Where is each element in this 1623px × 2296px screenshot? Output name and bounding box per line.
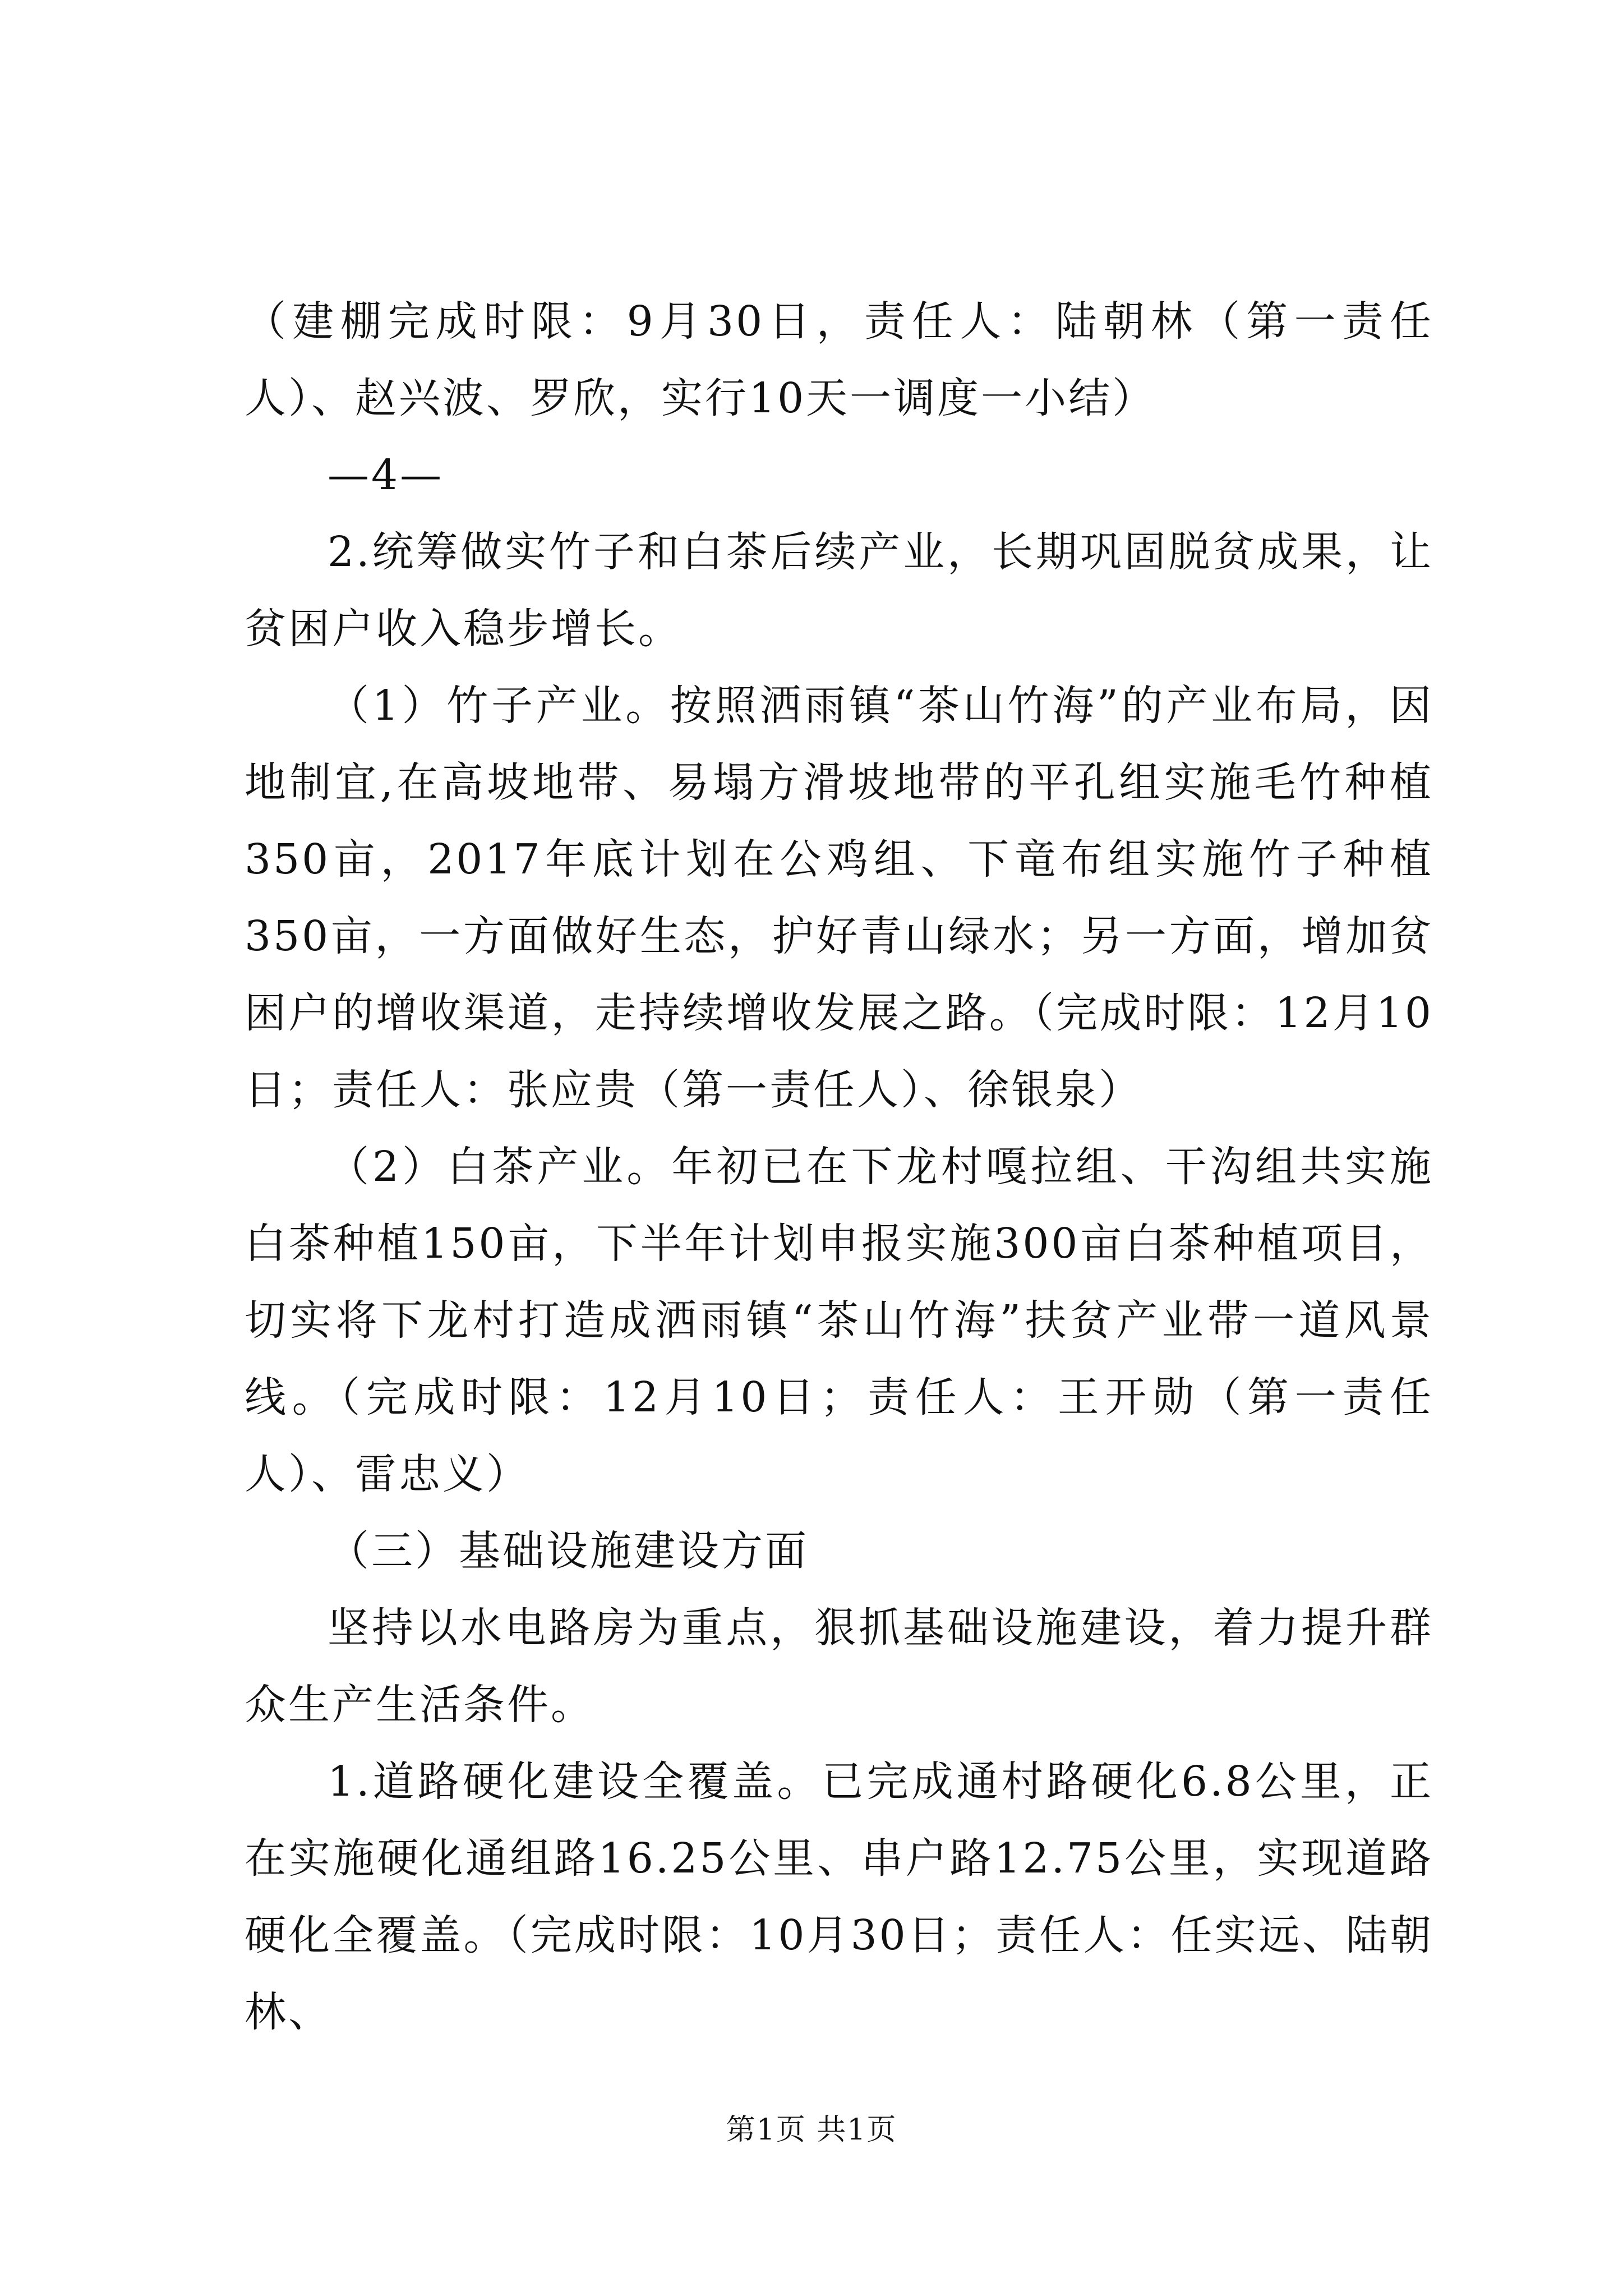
page-number-marker: —4— bbox=[328, 451, 444, 499]
paragraph-infrastructure-intro: 坚持以水电路房为重点，狠抓基础设施建设，着力提升群众生产生活条件。 bbox=[245, 1604, 1433, 1729]
paragraph-road-hardening: 1.道路硬化建设全覆盖。已完成通村路硬化6.8公里，正在实施硬化通组路16.25公里、串户路12.75公里，实现道路硬化全覆盖。（完成时限：10月30日；责任人：任实远、陆朝林、 bbox=[245, 1757, 1433, 2036]
page-footer: 第1页 共1页 bbox=[726, 2113, 897, 2147]
paragraph-white-tea-industry: （2）白茶产业。年初已在下龙村嘎拉组、干沟组共实施白茶种植150亩，下半年计划申报实施300亩白茶种植项目，切实将下龙村打造成洒雨镇“茶山竹海”扶贫产业带一道风景线。（完成时限：12月10日；责任人：王开勋（第一责任人）、雷忠义） bbox=[245, 1143, 1433, 1498]
paragraph-deadline-greenhouse: （建棚完成时限：9月30日，责任人：陆朝林（第一责任人）、赵兴波、罗欣，实行10天一调度一小结） bbox=[245, 297, 1433, 422]
paragraph-bamboo-industry: （1）竹子产业。按照洒雨镇“茶山竹海”的产业布局，因地制宜,在高坡地带、易塌方滑坡地带的平孔组实施毛竹种植350亩，2017年底计划在公鸡组、下竜布组实施竹子种植350亩，一方面做好生态，护好青山绿水；另一方面，增加贫困户的增收渠道，走持续增收发展之路。（完成时限：12月10日；责任人：张应贵（第一责任人）、徐银泉） bbox=[245, 682, 1433, 1114]
section-heading-infrastructure: （三）基础设施建设方面 bbox=[328, 1527, 809, 1575]
paragraph-bamboo-tea-overview: 2.统筹做实竹子和白茶后续产业，长期巩固脱贫成果，让贫困户收入稳步增长。 bbox=[245, 528, 1433, 653]
document-body bbox=[245, 283, 1433, 2051]
